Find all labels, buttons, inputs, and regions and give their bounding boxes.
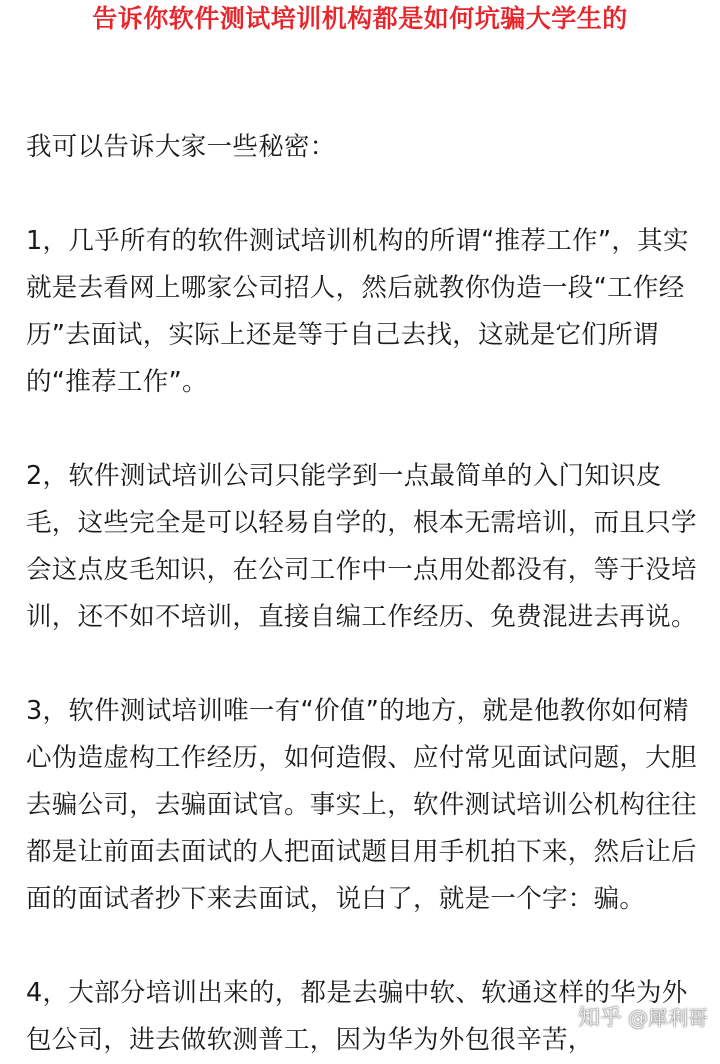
paragraph-intro: 我可以告诉大家一些秘密：	[26, 132, 336, 162]
article-body	[26, 124, 698, 1064]
watermark-site: 知乎	[577, 1006, 622, 1031]
watermark-user: @犀利哥	[628, 1006, 708, 1030]
article-title: 告诉你软件测试培训机构都是如何坑骗大学生的	[92, 4, 628, 33]
paragraph-2: 2，软件测试培训公司只能学到一点最简单的入门知识皮毛，这些完全是可以轻易自学的，根本无需培训，而且只学会这点皮毛知识，在公司工作中一点用处都没有，等于没培训，还不如不培训，直接自编工作经历、免费混进去再说。	[26, 461, 697, 632]
paragraph-1: 1，几乎所有的软件测试培训机构的所谓“推荐工作”，其实就是去看网上哪家公司招人，然后就教你伪造一段“工作经历”去面试，实际上还是等于自己去找，这就是它们所谓的“推荐工作”。	[26, 226, 689, 397]
paragraph-4: 4，大部分培训出来的，都是去骗中软、软通这样的华为外包公司，进去做软测普工，因为华为外包很辛苦，	[26, 978, 688, 1055]
zhihu-watermark	[578, 1001, 708, 1032]
paragraph-3: 3，软件测试培训唯一有“价值”的地方，就是他教你如何精心伪造虚构工作经历，如何造假、应付常见面试问题，大胆去骗公司，去骗面试官。事实上，软件测试培训公机构往往都是让前面去面试的人把面试题目用手机拍下来，然后让后面的面试者抄下来去面试，说白了，就是一个字：骗。	[26, 696, 697, 914]
